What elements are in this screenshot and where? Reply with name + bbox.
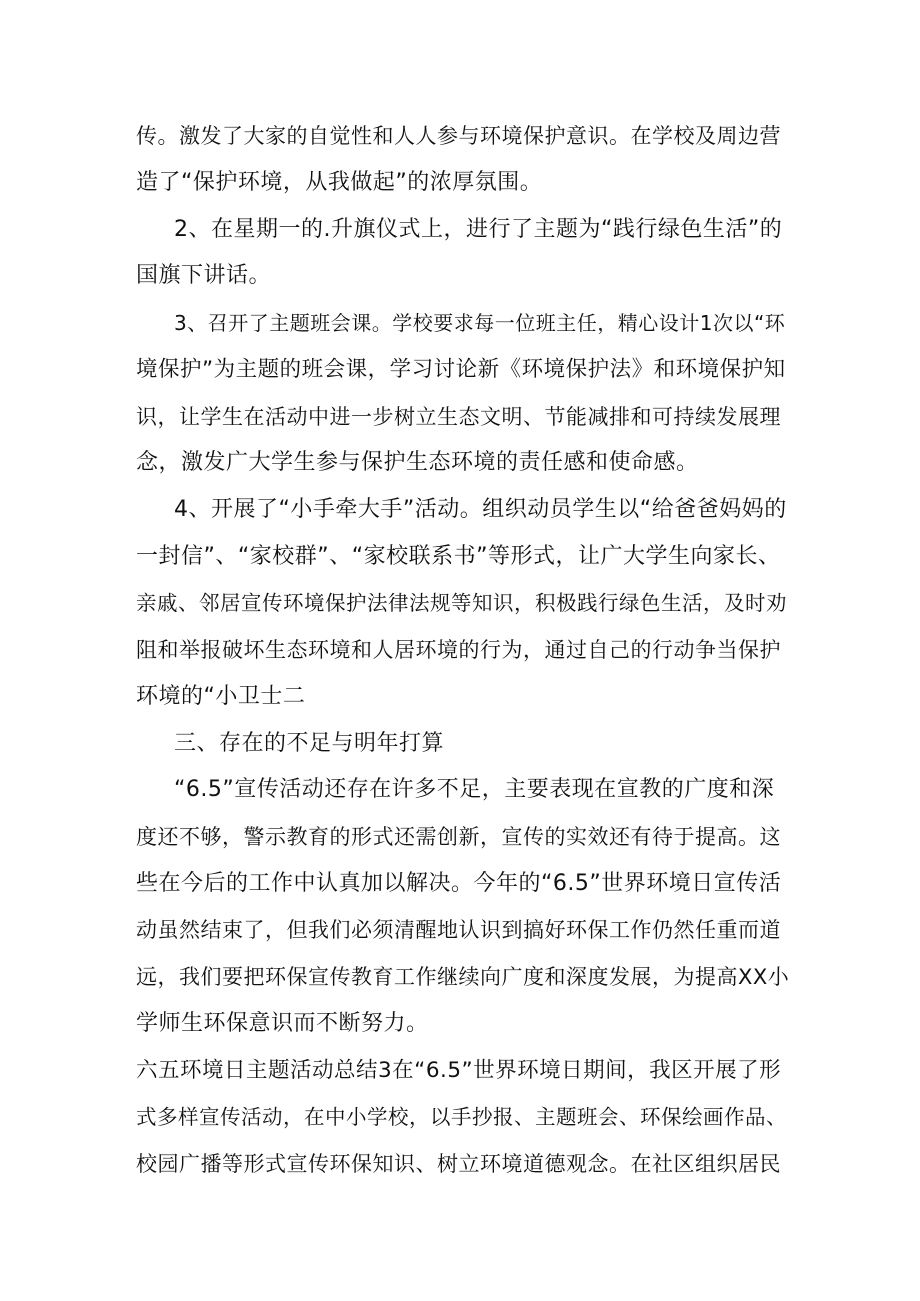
text-line: 4、开展了“小手牵大手”活动。组织动员学生以“给爸爸妈妈的 <box>174 497 787 522</box>
text-line: 动虽然结束了，但我们必须清醒地认识到搞好环保工作仍然任重而道 <box>136 918 781 942</box>
text-line: 式多样宣传活动，在中小学校，以手抄报、主题班会、环保绘画作品、 <box>136 1105 787 1129</box>
text-line: 境保护”为主题的班会课，学习讨论新《环境保护法》和环境保护知 <box>136 357 786 382</box>
text-line: 3、召开了主题班会课。学校要求每一位班主任，精心设计1次以“环 <box>174 311 786 335</box>
section-heading: 三、存在的不足与明年打算 <box>174 731 445 756</box>
text-line: 些在今后的工作中认真加以解决。今年的“6.5”世界环境日宣传活 <box>136 871 782 896</box>
text-line: 校园广播等形式宣传环保知识、树立环境道德观念。在社区组织居民 <box>136 1152 781 1176</box>
text-line: 念，激发广大学生参与保护生态环境的责任感和使命感。 <box>136 450 699 475</box>
text-line: 2、在星期一的.升旗仪式上，进行了主题为“践行绿色生活”的 <box>174 217 783 242</box>
text-line: 六五环境日主题活动总结3在“6.5”世界环境日期间，我区开展了形 <box>136 1058 782 1083</box>
text-line: 度还不够，警示教育的形式还需创新，宣传的实效还有待于提高。这 <box>136 825 781 849</box>
text-line: “6.5”宣传活动还存在许多不足，主要表现在宣教的广度和深 <box>174 777 775 802</box>
text-line: 造了“保护环境，从我做起”的浓厚氛围。 <box>136 170 543 195</box>
text-line: 远，我们要把环保宣传教育工作继续向广度和深度发展，为提高XX小 <box>136 965 790 989</box>
text-line: 国旗下讲话。 <box>136 263 272 288</box>
text-line: 学师生环保意识而不断努力。 <box>136 1011 429 1036</box>
text-line: 环境的“小卫士二 <box>136 684 306 709</box>
text-line: 一封信”、“家校群”、“家校联系书”等形式，让广大学生向家长、 <box>136 544 781 569</box>
text-line: 亲戚、邻居宣传环境保护法律法规等知识，积极践行绿色生活，及时劝 <box>136 591 787 615</box>
text-line: 传。激发了大家的自觉性和人人参与环境保护意识。在学校及周边营 <box>136 124 781 148</box>
text-line: 识，让学生在活动中进一步树立生态文明、节能减排和可持续发展理 <box>136 405 781 429</box>
text-line: 阻和举报破坏生态环境和人居环境的行为，通过自己的行动争当保护 <box>136 638 781 662</box>
